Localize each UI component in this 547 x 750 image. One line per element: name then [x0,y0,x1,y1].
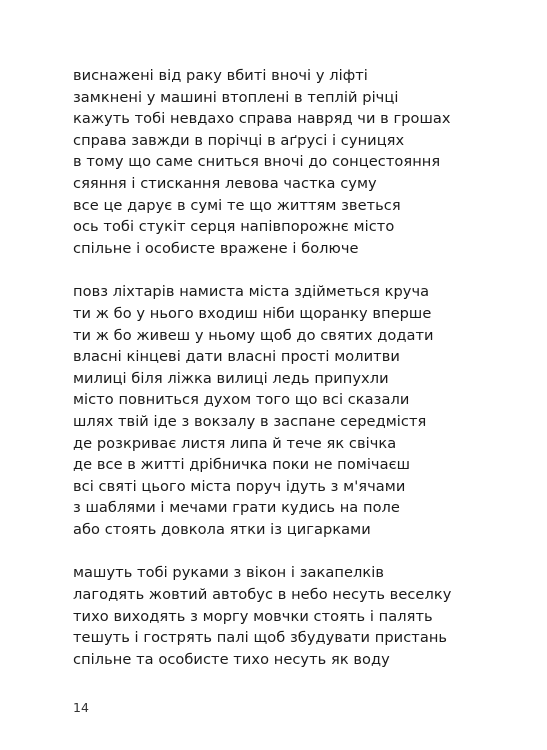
poem-line: все це дарує в сумі те що життям зветься [73,196,401,214]
poem-line: спільне та особисте тихо несуть як воду [73,650,390,668]
poem-line: тешуть і гострять палі щоб збудувати пристань [73,629,448,647]
poem-line: в тому що саме сниться вночі до сонцестояння [73,153,441,171]
poem-line: ти ж бо у нього входиш ніби щоранку вперше [73,304,432,322]
poem-line: замкнені у машині втоплені в теплій річці [73,88,399,106]
poem-line: машуть тобі руками з вікон і закапелків [73,564,384,582]
poem-line: всі святі цього міста поруч ідуть з м'ячами [73,477,406,495]
poem-line: справа завжди в порічці в аґрусі і суницях [73,131,405,149]
poem-line: милиці біля ліжка вилиці ледь припухли [73,369,389,387]
stanza-3 [73,562,513,670]
poem-line: ти ж бо живеш у ньому щоб до святих додати [73,326,434,344]
poem-line: повз ліхтарів намиста міста здійметься круча [73,283,430,301]
poem-line: лагодять жовтий автобус в небо несуть веселку [73,586,452,604]
poem-body [73,65,513,670]
poem-line: спільне і особисте вражене і болюче [73,239,359,257]
poem-line: шлях твій іде з вокзалу в заспане середмістя [73,412,427,430]
poem-line: сяяння і стискання левова частка суму [73,174,377,192]
poem-line: виснажені від раку вбиті вночі у ліфті [73,67,368,84]
poem-line: ось тобі стукіт серця напівпорожнє місто [73,218,395,236]
poem-line: або стоять довкола ятки із цигарками [73,520,371,538]
poem-line: де все в житті дрібничка поки не помічаєш [73,456,411,474]
poem-line: з шаблями і мечами грати кудись на поле [73,499,400,517]
poem-line: власні кінцеві дати власні прості молитви [73,348,400,366]
poem-line: кажуть тобі невдахо справа навряд чи в грошах [73,110,451,128]
stanza-1 [73,65,513,259]
poem-line: де розкриває листя липа й тече як свічка [73,434,397,452]
stanza-2 [73,281,513,540]
poem-line: тихо виходять з моргу мовчки стоять і палять [73,607,433,625]
poem-line: місто повниться духом того що всі сказали [73,391,410,409]
page-number: 14 [73,700,89,715]
